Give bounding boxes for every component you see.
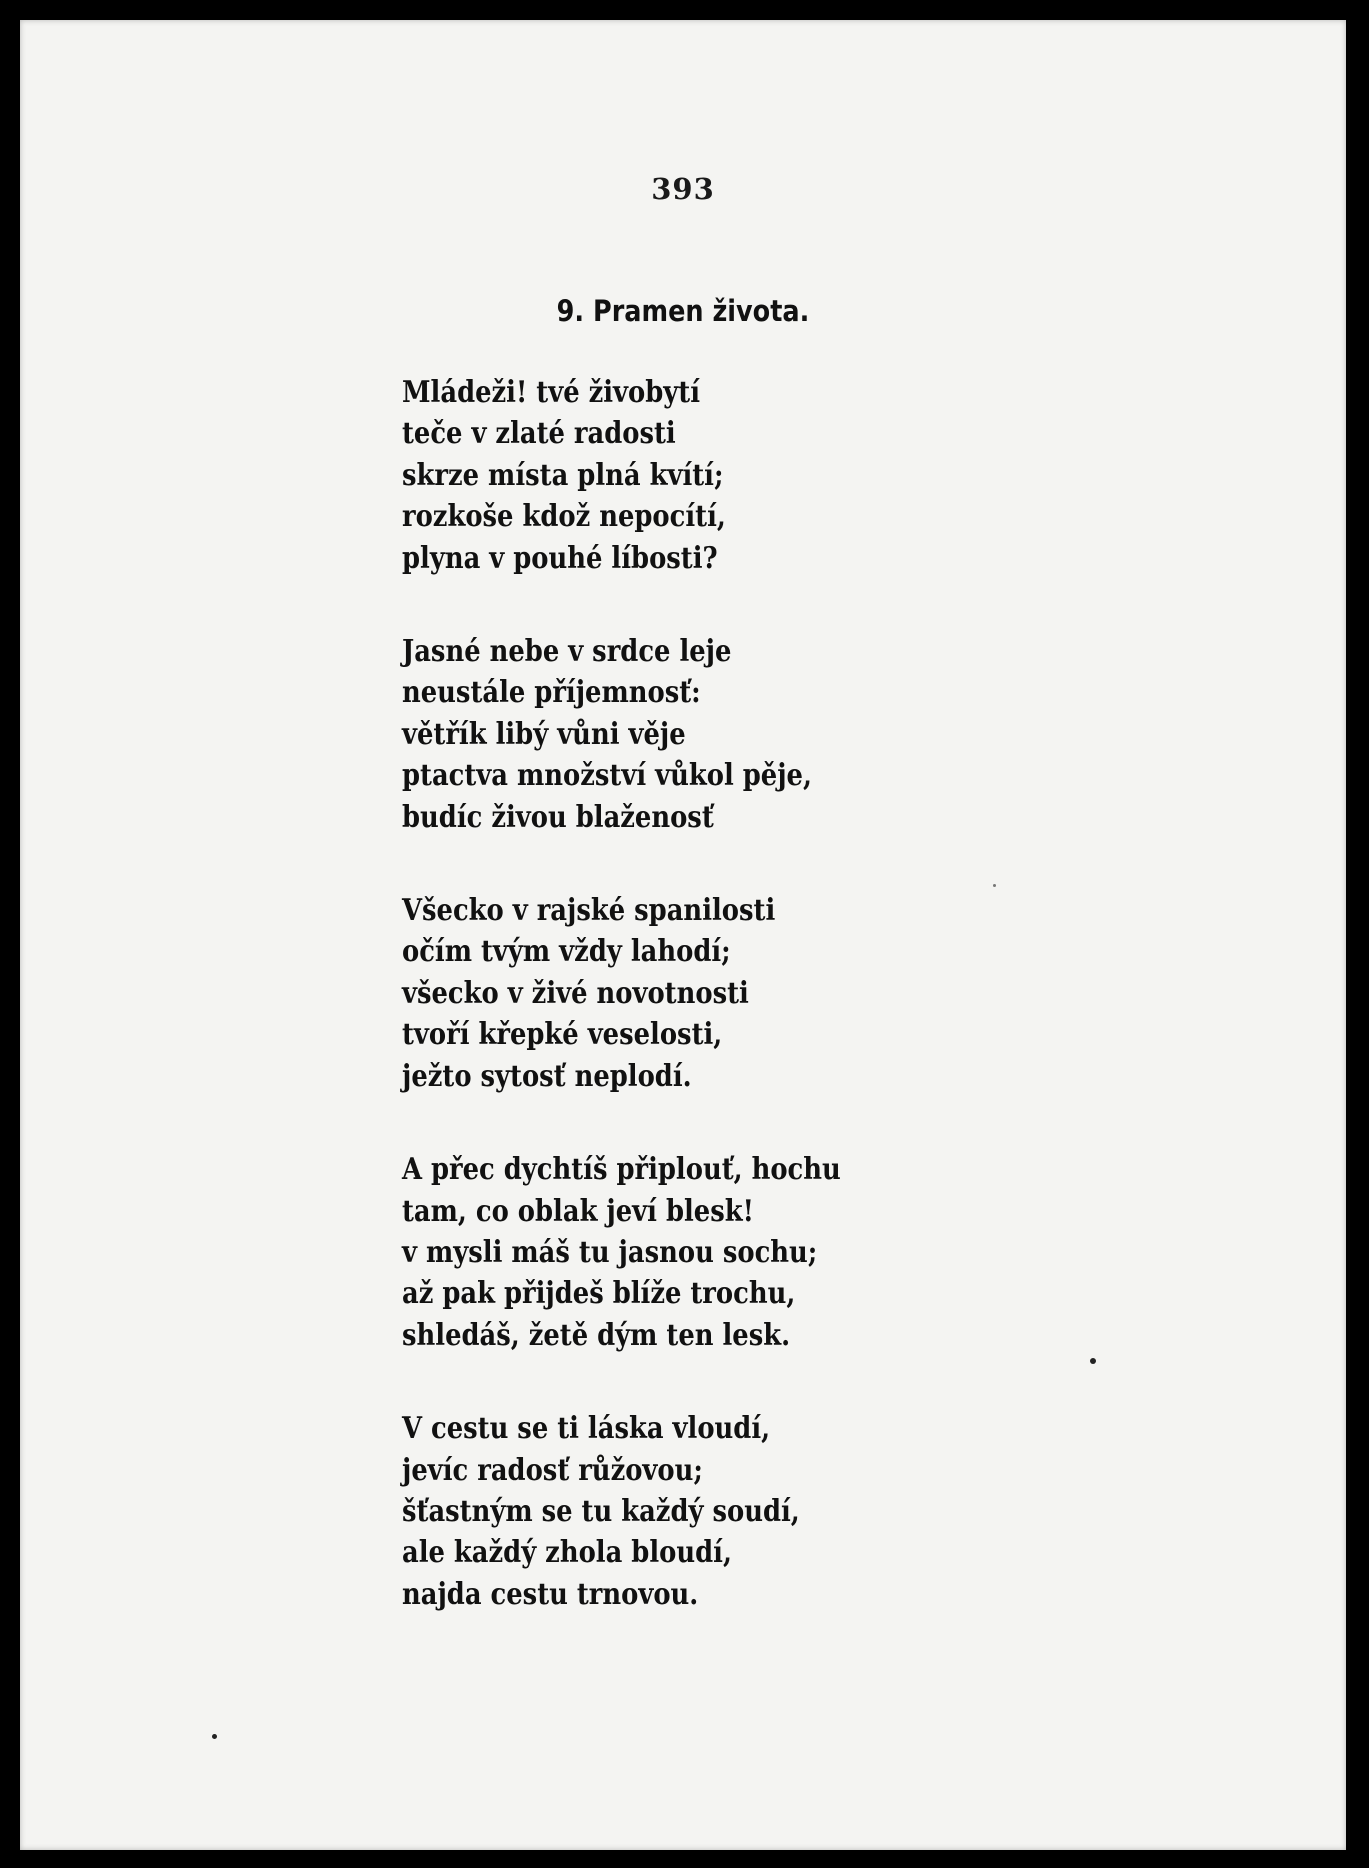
scan-speck [212, 1734, 217, 1739]
poem-line: tam, co oblak jeví blesk! [402, 1193, 754, 1229]
poem-line: ale každý zhola bloudí, [402, 1535, 732, 1571]
poem-line: najda cestu trnovou. [402, 1576, 699, 1612]
poem-line: šťastným se tu každý soudí, [402, 1493, 800, 1529]
poem-line: tvoří křepké veselosti, [402, 1017, 723, 1053]
scan-speck [993, 884, 996, 887]
poem-line: plyna v pouhé líbosti? [402, 540, 718, 576]
scan-speck [1090, 1358, 1096, 1364]
poem-line: až pak přijdeš blíže trochu, [402, 1276, 796, 1312]
book-page [20, 20, 1346, 1850]
poem-line: skrze místa plná kvítí; [402, 457, 724, 493]
poem-line: větřík libý vůni věje [402, 716, 686, 752]
poem-line: A přec dychtíš připlouť, hochu [402, 1152, 841, 1188]
poem-line: očím tvým vždy lahodí; [402, 934, 731, 970]
poem-line: jevíc radosť růžovou; [402, 1452, 703, 1488]
poem-line: ježto sytosť neplodí. [402, 1058, 692, 1094]
poem-line: Všecko v rajské spanilosti [402, 893, 776, 929]
poem-line: V cestu se ti láska vloudí, [402, 1411, 771, 1447]
poem-line: ptactva množství vůkol pěje, [402, 758, 812, 794]
page-number: 393 [651, 172, 715, 206]
poem-line: budíc živou blaženosť [402, 799, 714, 835]
poem-line: neustále příjemnosť: [402, 675, 701, 711]
stanza-3 [402, 890, 962, 1097]
poem-line: Mládeži! tvé živobytí [402, 375, 701, 410]
stanza-5 [402, 1408, 962, 1615]
poem-body [402, 372, 962, 1667]
stanza-2 [402, 631, 962, 838]
scan-border [1346, 0, 1369, 1868]
poem-line: Jasné nebe v srdce leje [402, 634, 732, 670]
poem-line: v mysli máš tu jasnou sochu; [402, 1234, 818, 1270]
poem-line: teče v zlaté radosti [402, 416, 676, 452]
stanza-1 [402, 372, 962, 579]
poem-line: všecko v živé novotnosti [402, 975, 749, 1011]
poem-title: 9. Pramen života. [556, 294, 810, 328]
poem-line: rozkoše kdož nepocítí, [402, 499, 726, 535]
stanza-4 [402, 1149, 962, 1356]
poem-line: shledáš, žetě dým ten lesk. [402, 1317, 791, 1353]
